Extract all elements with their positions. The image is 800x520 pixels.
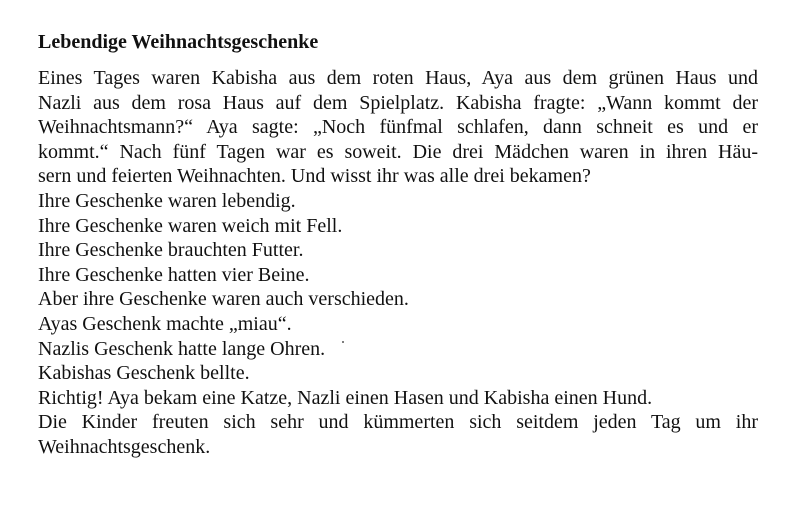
story-line: Kabishas Geschenk bellte. [38,362,250,385]
story-line: Ihre Geschenke hatten vier Beine. [38,263,310,286]
story-line: Aber ihre Geschenke waren auch verschieden. [38,288,409,311]
story-line: Eines Tages waren Kabisha aus dem roten Haus, Aya aus dem grünen Haus und [38,67,758,89]
story-line: Ihre Geschenke brauchten Futter. [38,239,304,262]
story-line: sern und feierten Weihnachten. Und wisst ihr was alle drei bekamen? [38,165,591,188]
story-line: Nazli aus dem rosa Haus auf dem Spielplatz. Kabisha fragte: „Wann kommt der [38,91,758,114]
story-line: Weihnachtsgeschenk. [38,435,211,458]
story-line: Ihre Geschenke waren weich mit Fell. [38,214,343,237]
story-line: kommt.“ Nach fünf Tagen war es soweit. Die drei Mädchen waren in ihren Häu- [38,140,758,163]
story-line: Nazlis Geschenk hatte lange Ohren. [38,337,326,360]
story-line: Richtig! Aya bekam eine Katze, Nazli einen Hasen und Kabisha einen Hund. [38,386,653,409]
story-text [38,66,758,460]
story-line: Ayas Geschenk machte „miau“. [38,312,292,335]
story-line: Die Kinder freuten sich sehr und kümmerten sich seitdem jeden Tag um ihr [38,411,758,434]
scan-speck [342,341,344,343]
story-line: Ihre Geschenke waren lebendig. [38,189,296,212]
story-line: Weihnachtsmann?“ Aya sagte: „Noch fünfmal schlafen, dann schneit es und er [38,116,758,139]
document-title: Lebendige Weihnachtsgeschenke [38,31,319,53]
